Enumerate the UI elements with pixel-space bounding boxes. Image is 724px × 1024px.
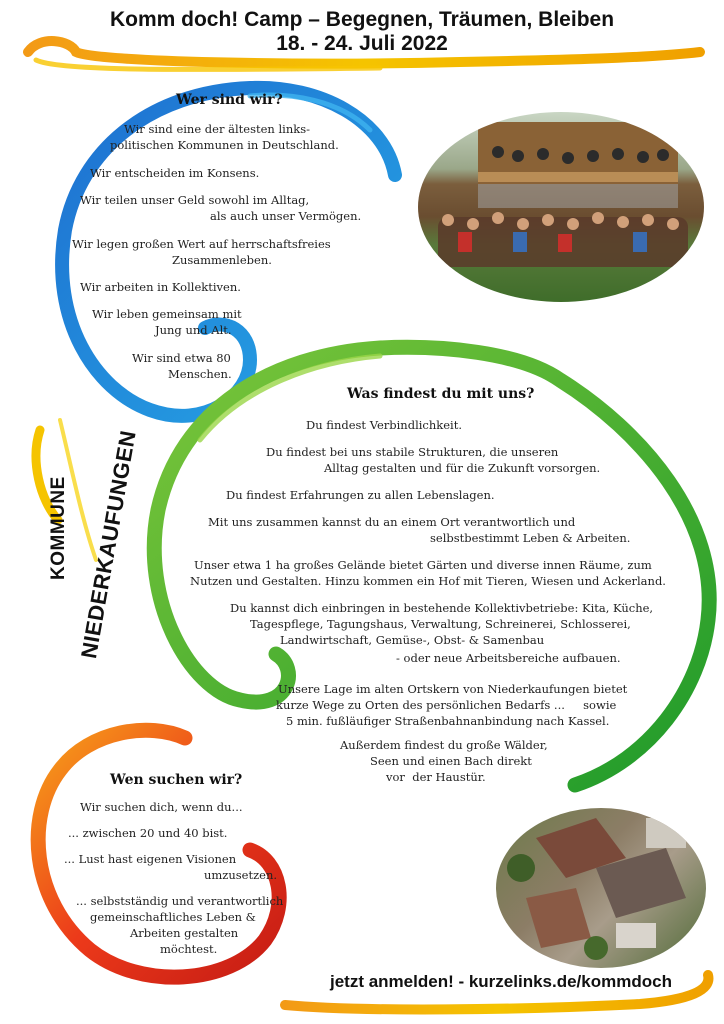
heading-who-are-we: Wer sind wir? bbox=[176, 92, 283, 108]
logo-niederkaufungen: NIEDERKAUFUNGEN bbox=[76, 428, 141, 661]
heading-what-you-find: Was findest du mit uns? bbox=[347, 386, 535, 402]
group-photo-figures bbox=[418, 112, 704, 302]
find-line-1: Du findest Verbindlichkeit. bbox=[306, 418, 462, 432]
who-line-11: Wir sind etwa 80 bbox=[132, 351, 231, 365]
page-title bbox=[0, 8, 724, 56]
seek-line-2: ... zwischen 20 und 40 bist. bbox=[68, 826, 228, 840]
aerial-photo-buildings bbox=[496, 808, 706, 968]
seek-line-5: ... selbstständig und verantwortlich bbox=[76, 894, 284, 908]
who-line-4: Wir teilen unser Geld sowohl im Alltag, bbox=[80, 193, 310, 207]
find-line-17: Seen und einen Bach direkt bbox=[370, 754, 532, 768]
find-line-8: Nutzen und Gestalten. Hinzu kommen ein Hof mit Tieren, Wiesen und Ackerland. bbox=[190, 574, 666, 588]
who-line-2: politischen Kommunen in Deutschland. bbox=[110, 138, 339, 152]
group-photo bbox=[418, 112, 704, 302]
find-line-5: Mit uns zusammen kannst du an einem Ort verantwortlich und bbox=[208, 515, 576, 529]
find-line-13: Unsere Lage im alten Ortskern von Niederkaufungen bietet bbox=[278, 682, 628, 696]
find-line-9: Du kannst dich einbringen in bestehende Kollektivbetriebe: Kita, Küche, bbox=[230, 601, 654, 615]
who-line-8: Wir arbeiten in Kollektiven. bbox=[80, 280, 241, 294]
who-line-7: Zusammenleben. bbox=[172, 253, 272, 267]
find-line-7: Unser etwa 1 ha großes Gelände bietet Gärten und diverse innen Räume, zum bbox=[194, 558, 652, 572]
find-line-12: - oder neue Arbeitsbereiche aufbauen. bbox=[396, 651, 621, 665]
find-line-11: Landwirtschaft, Gemüse-, Obst- & Samenbau bbox=[280, 633, 545, 647]
heading-who-we-seek: Wen suchen wir? bbox=[110, 772, 243, 788]
find-line-14: kurze Wege zu Orten des persönlichen Bedarfs ... sowie bbox=[276, 698, 617, 712]
aerial-village-photo bbox=[496, 808, 706, 968]
who-line-6: Wir legen großen Wert auf herrschaftsfreies bbox=[72, 237, 331, 251]
who-line-10: Jung und Alt. bbox=[155, 323, 232, 337]
find-line-10: Tagespflege, Tagungshaus, Verwaltung, Schreinerei, Schlosserei, bbox=[250, 617, 631, 631]
seek-line-6: gemeinschaftliches Leben & bbox=[90, 910, 256, 924]
find-line-15: 5 min. fußläufiger Straßenbahnanbindung nach Kassel. bbox=[286, 714, 610, 728]
who-line-3: Wir entscheiden im Konsens. bbox=[90, 166, 260, 180]
seek-line-1: Wir suchen dich, wenn du... bbox=[80, 800, 243, 814]
registration-link[interactable]: jetzt anmelden! - kurzelinks.de/kommdoch bbox=[330, 972, 672, 991]
who-line-12: Menschen. bbox=[168, 367, 232, 381]
find-line-4: Du findest Erfahrungen zu allen Lebenslagen. bbox=[226, 488, 495, 502]
who-line-5: als auch unser Vermögen. bbox=[210, 209, 362, 223]
find-line-3: Alltag gestalten und für die Zukunft vorsorgen. bbox=[324, 461, 601, 475]
seek-line-7: Arbeiten gestalten bbox=[130, 926, 239, 940]
find-line-18: vor der Haustür. bbox=[386, 770, 486, 784]
who-line-9: Wir leben gemeinsam mit bbox=[92, 307, 242, 321]
dates-line: 18. - 24. Juli 2022 bbox=[276, 32, 448, 55]
logo-kommune: KOMMUNE bbox=[48, 476, 69, 580]
find-line-6: selbstbestimmt Leben & Arbeiten. bbox=[430, 531, 631, 545]
seek-line-8: möchtest. bbox=[160, 942, 218, 956]
title-line: Komm doch! Camp – Begegnen, Träumen, Bleiben bbox=[109, 8, 615, 31]
seek-line-3: ... Lust hast eigenen Visionen bbox=[64, 852, 237, 866]
find-line-2: Du findest bei uns stabile Strukturen, die unseren bbox=[266, 445, 559, 459]
find-line-16: Außerdem findest du große Wälder, bbox=[340, 738, 548, 752]
who-line-1: Wir sind eine der ältesten links- bbox=[124, 122, 310, 136]
seek-line-4: umzusetzen. bbox=[204, 868, 278, 882]
